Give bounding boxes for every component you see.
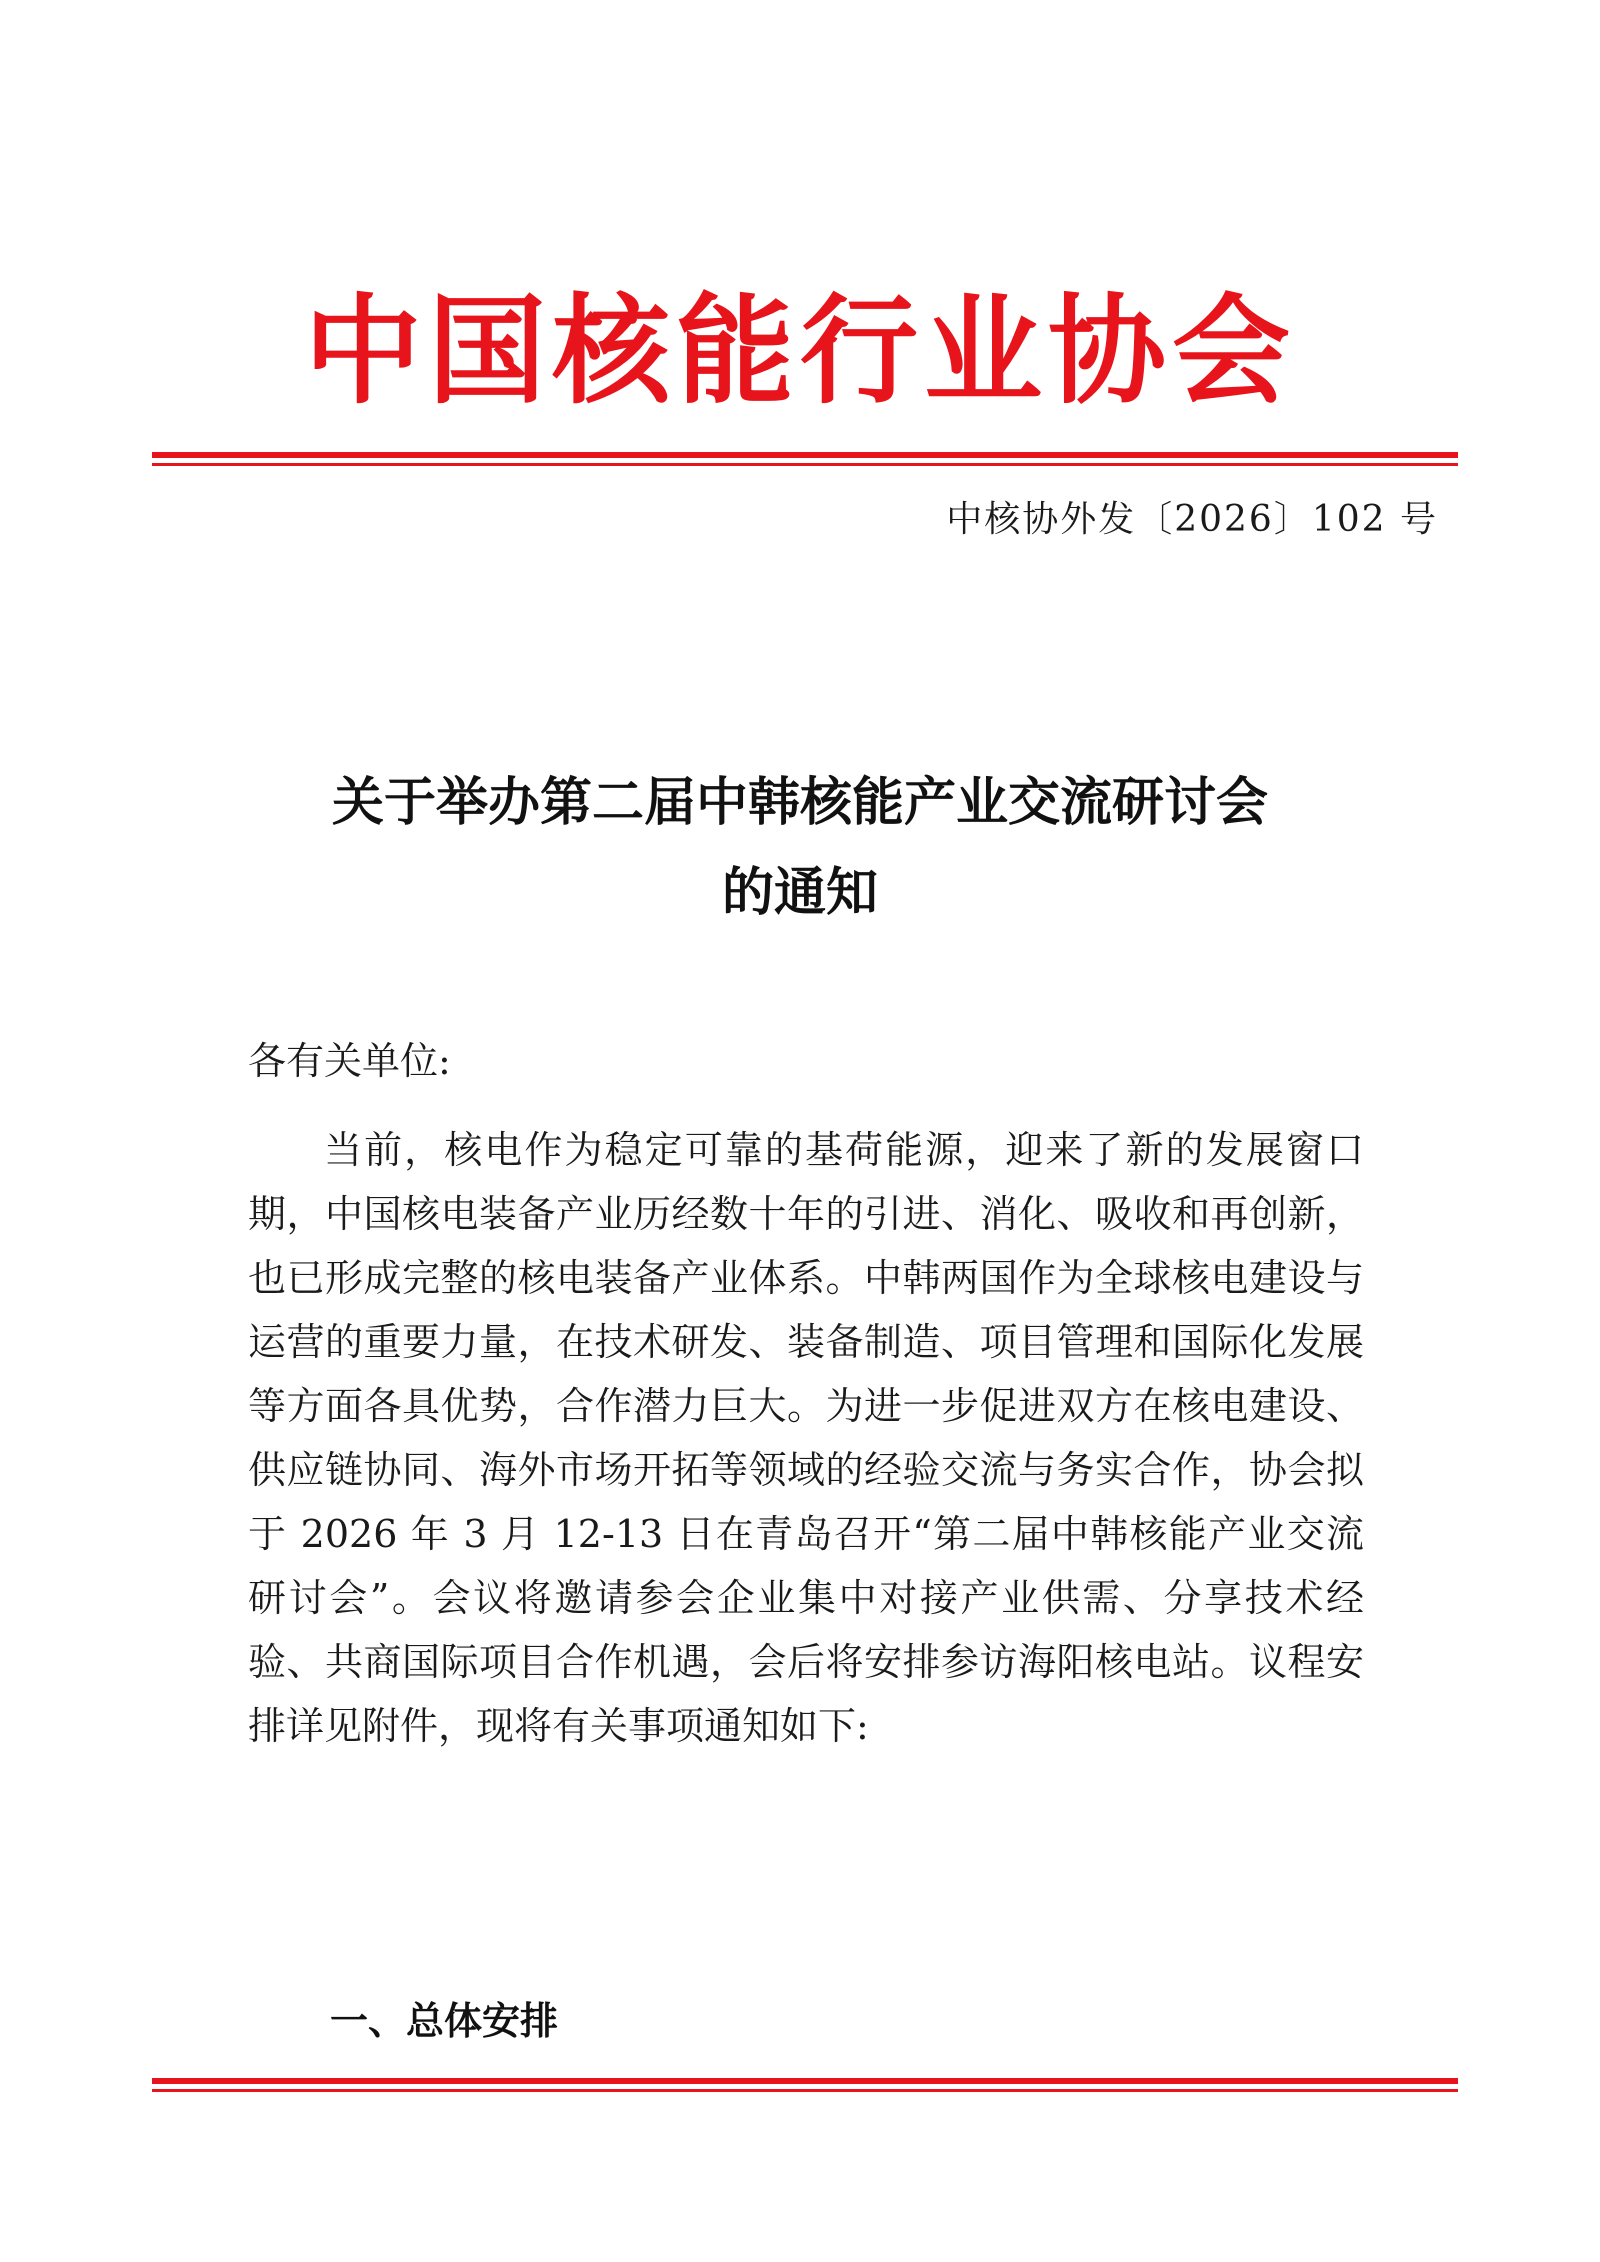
letterhead-organization-name: 中国核能行业协会	[303, 282, 1296, 420]
footer-divider-thick	[152, 2078, 1458, 2084]
letterhead-divider-thin	[152, 463, 1458, 466]
section-heading: 一、总体安排	[330, 1999, 559, 2043]
document-number: 中核协外发〔2026〕102 号	[946, 499, 1438, 540]
body-paragraph: 当前，核电作为稳定可靠的基荷能源，迎来了新的发展窗口期，中国核电装备产业历经数十年的引进、消化、吸收和再创新，也已形成完整的核电装备产业体系。中韩两国作为全球核电建设与运营的重要力量，在技术研发、装备制造、项目管理和国际化发展等方面各具优势，合作潜力巨大。为进一步促进双方在核电建设、供应链协同、海外市场开拓等领域的经验交流与务实合作，协会拟于 2026 年 3 月 12-13 日在青岛召开“第二届中韩核能产业交流研讨会”。会议将邀请参会企业集中对接产业供需、分享技术经验、共商国际项目合作机遇，会后将安排参访海阳核电站。议程安排详见附件，现将有关事项通知如下:	[248, 1128, 1364, 1748]
letterhead-divider-thick	[152, 452, 1458, 458]
salutation: 各有关单位:	[248, 1039, 451, 1083]
document-title-line-1: 关于举办第二届中韩核能产业交流研讨会	[331, 772, 1268, 833]
document-title	[0, 758, 1600, 938]
document-title-line-2: 的通知	[721, 862, 878, 923]
footer-divider-thin	[152, 2089, 1458, 2092]
